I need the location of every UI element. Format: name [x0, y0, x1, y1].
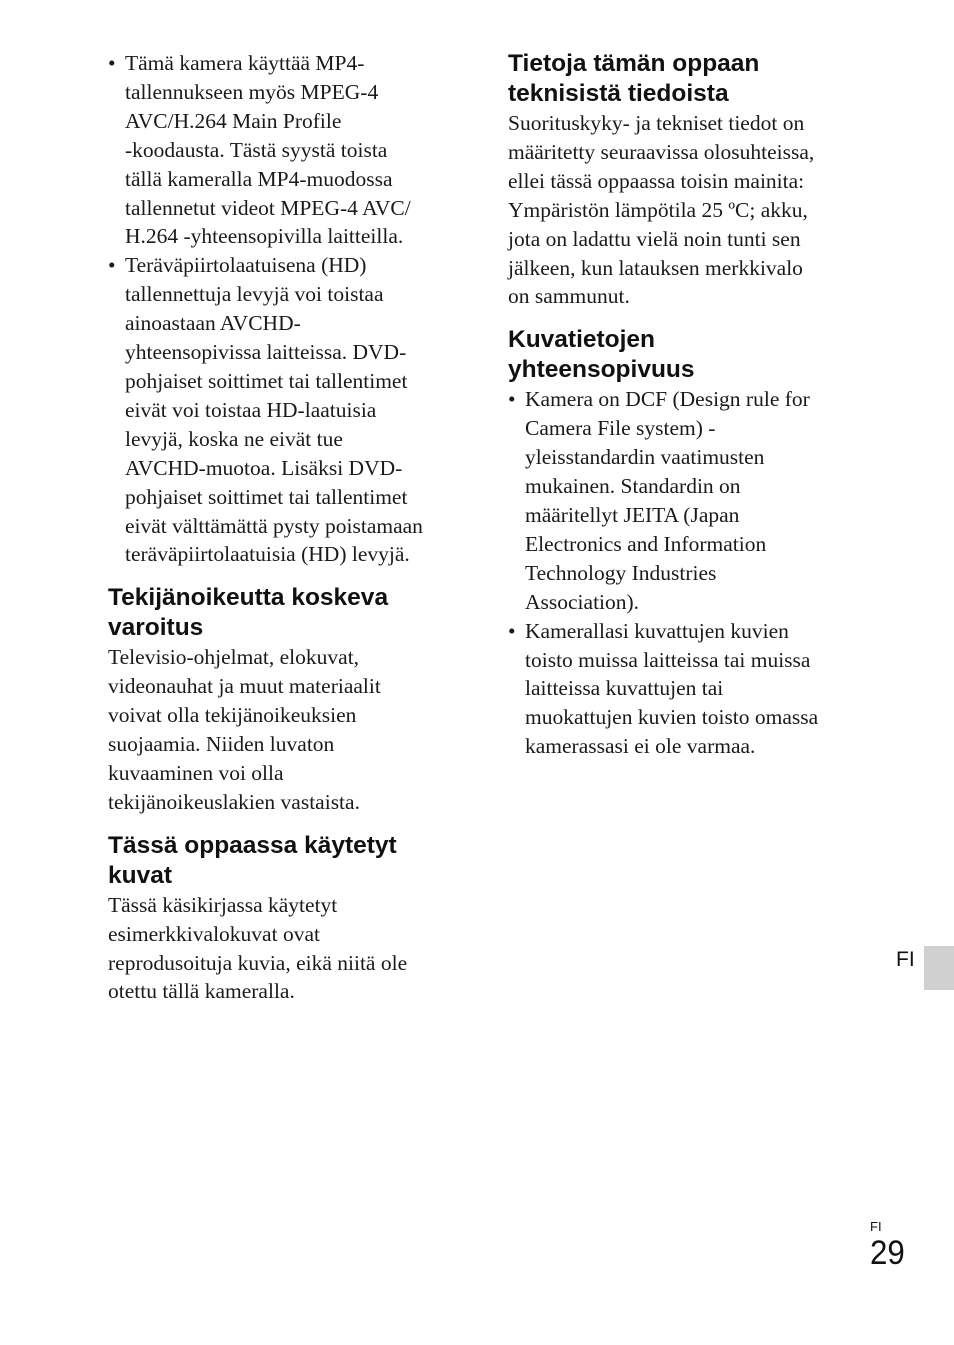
list-item: • Teräväpiirtolaatuisena (HD) tallennettuja levyjä voi toistaa ainoastaan AVCHD- yhteensopivissa laitteissa. DVD- pohjaiset soittimet tai tallentimet eivät voi toistaa HD-laatuisia levyjä, koska ne eivät tue AVCHD-muotoa. Lisäksi DVD- pohjaiset soittimet tai tallentimet eivät välttämättä pysty poistamaan teräväpiirtolaatuisia (HD) levyjä.	[108, 251, 460, 569]
copyright-heading: Tekijänoikeutta koskeva varoitus	[108, 584, 389, 642]
playback-notes-list	[108, 49, 460, 569]
page-number: 29	[870, 1234, 905, 1272]
copyright-text: Televisio-ohjelmat, elokuvat, videonauhat ja muut materiaalit voivat olla tekijänoikeuksien suojaamia. Niiden luvaton kuvaaminen voi olla tekijänoikeuslakien vastaista.	[108, 645, 381, 814]
list-item: • Kamera on DCF (Design rule for Camera File system) - yleisstandardin vaatimusten mukainen. Standardin on määritellyt JEITA (Japan Electronics and Information Technology Industries Association).	[508, 385, 858, 616]
images-used-text: Tässä käsikirjassa käytetyt esimerkkivalokuvat ovat reprodusoituja kuvia, eikä niitä ole otettu tällä kameralla.	[108, 892, 408, 1004]
right-column	[508, 49, 858, 761]
images-used-heading: Tässä oppaassa käytetyt kuvat	[108, 831, 397, 889]
language-side-tab	[924, 946, 954, 990]
list-item: • Kamerallasi kuvattujen kuvien toisto muissa laitteissa tai muissa laitteissa kuvattujen tai muokattujen kuvien toisto omassa kamerassasi ei ole varmaa.	[508, 617, 858, 762]
specs-heading: Tietoja tämän oppaan teknisistä tiedoista	[508, 50, 760, 107]
compatibility-list	[508, 385, 858, 761]
footer-language-code: FI	[870, 1219, 882, 1234]
compatibility-heading: Kuvatietojen yhteensopivuus	[508, 326, 695, 384]
list-item: • Tämä kamera käyttää MP4- tallennukseen myös MPEG-4 AVC/H.264 Main Profile -koodausta. Tästä syystä toista tällä kameralla MP4-muodossa tallennetut videot MPEG-4 AVC/ H.264 -yhteensopivilla laitteilla.	[108, 49, 460, 251]
specs-text: Suorituskyky- ja tekniset tiedot on määritetty seuraavissa olosuhteissa, ellei tässä oppaassa toisin mainita: Ympäristön lämpötila 25 ºC; akku, jota on ladattu vielä noin tunti sen jälkeen, kun latauksen merkkivalo on sammunut.	[508, 111, 815, 309]
left-column	[108, 49, 460, 1006]
language-tab-label: FI	[896, 948, 915, 971]
